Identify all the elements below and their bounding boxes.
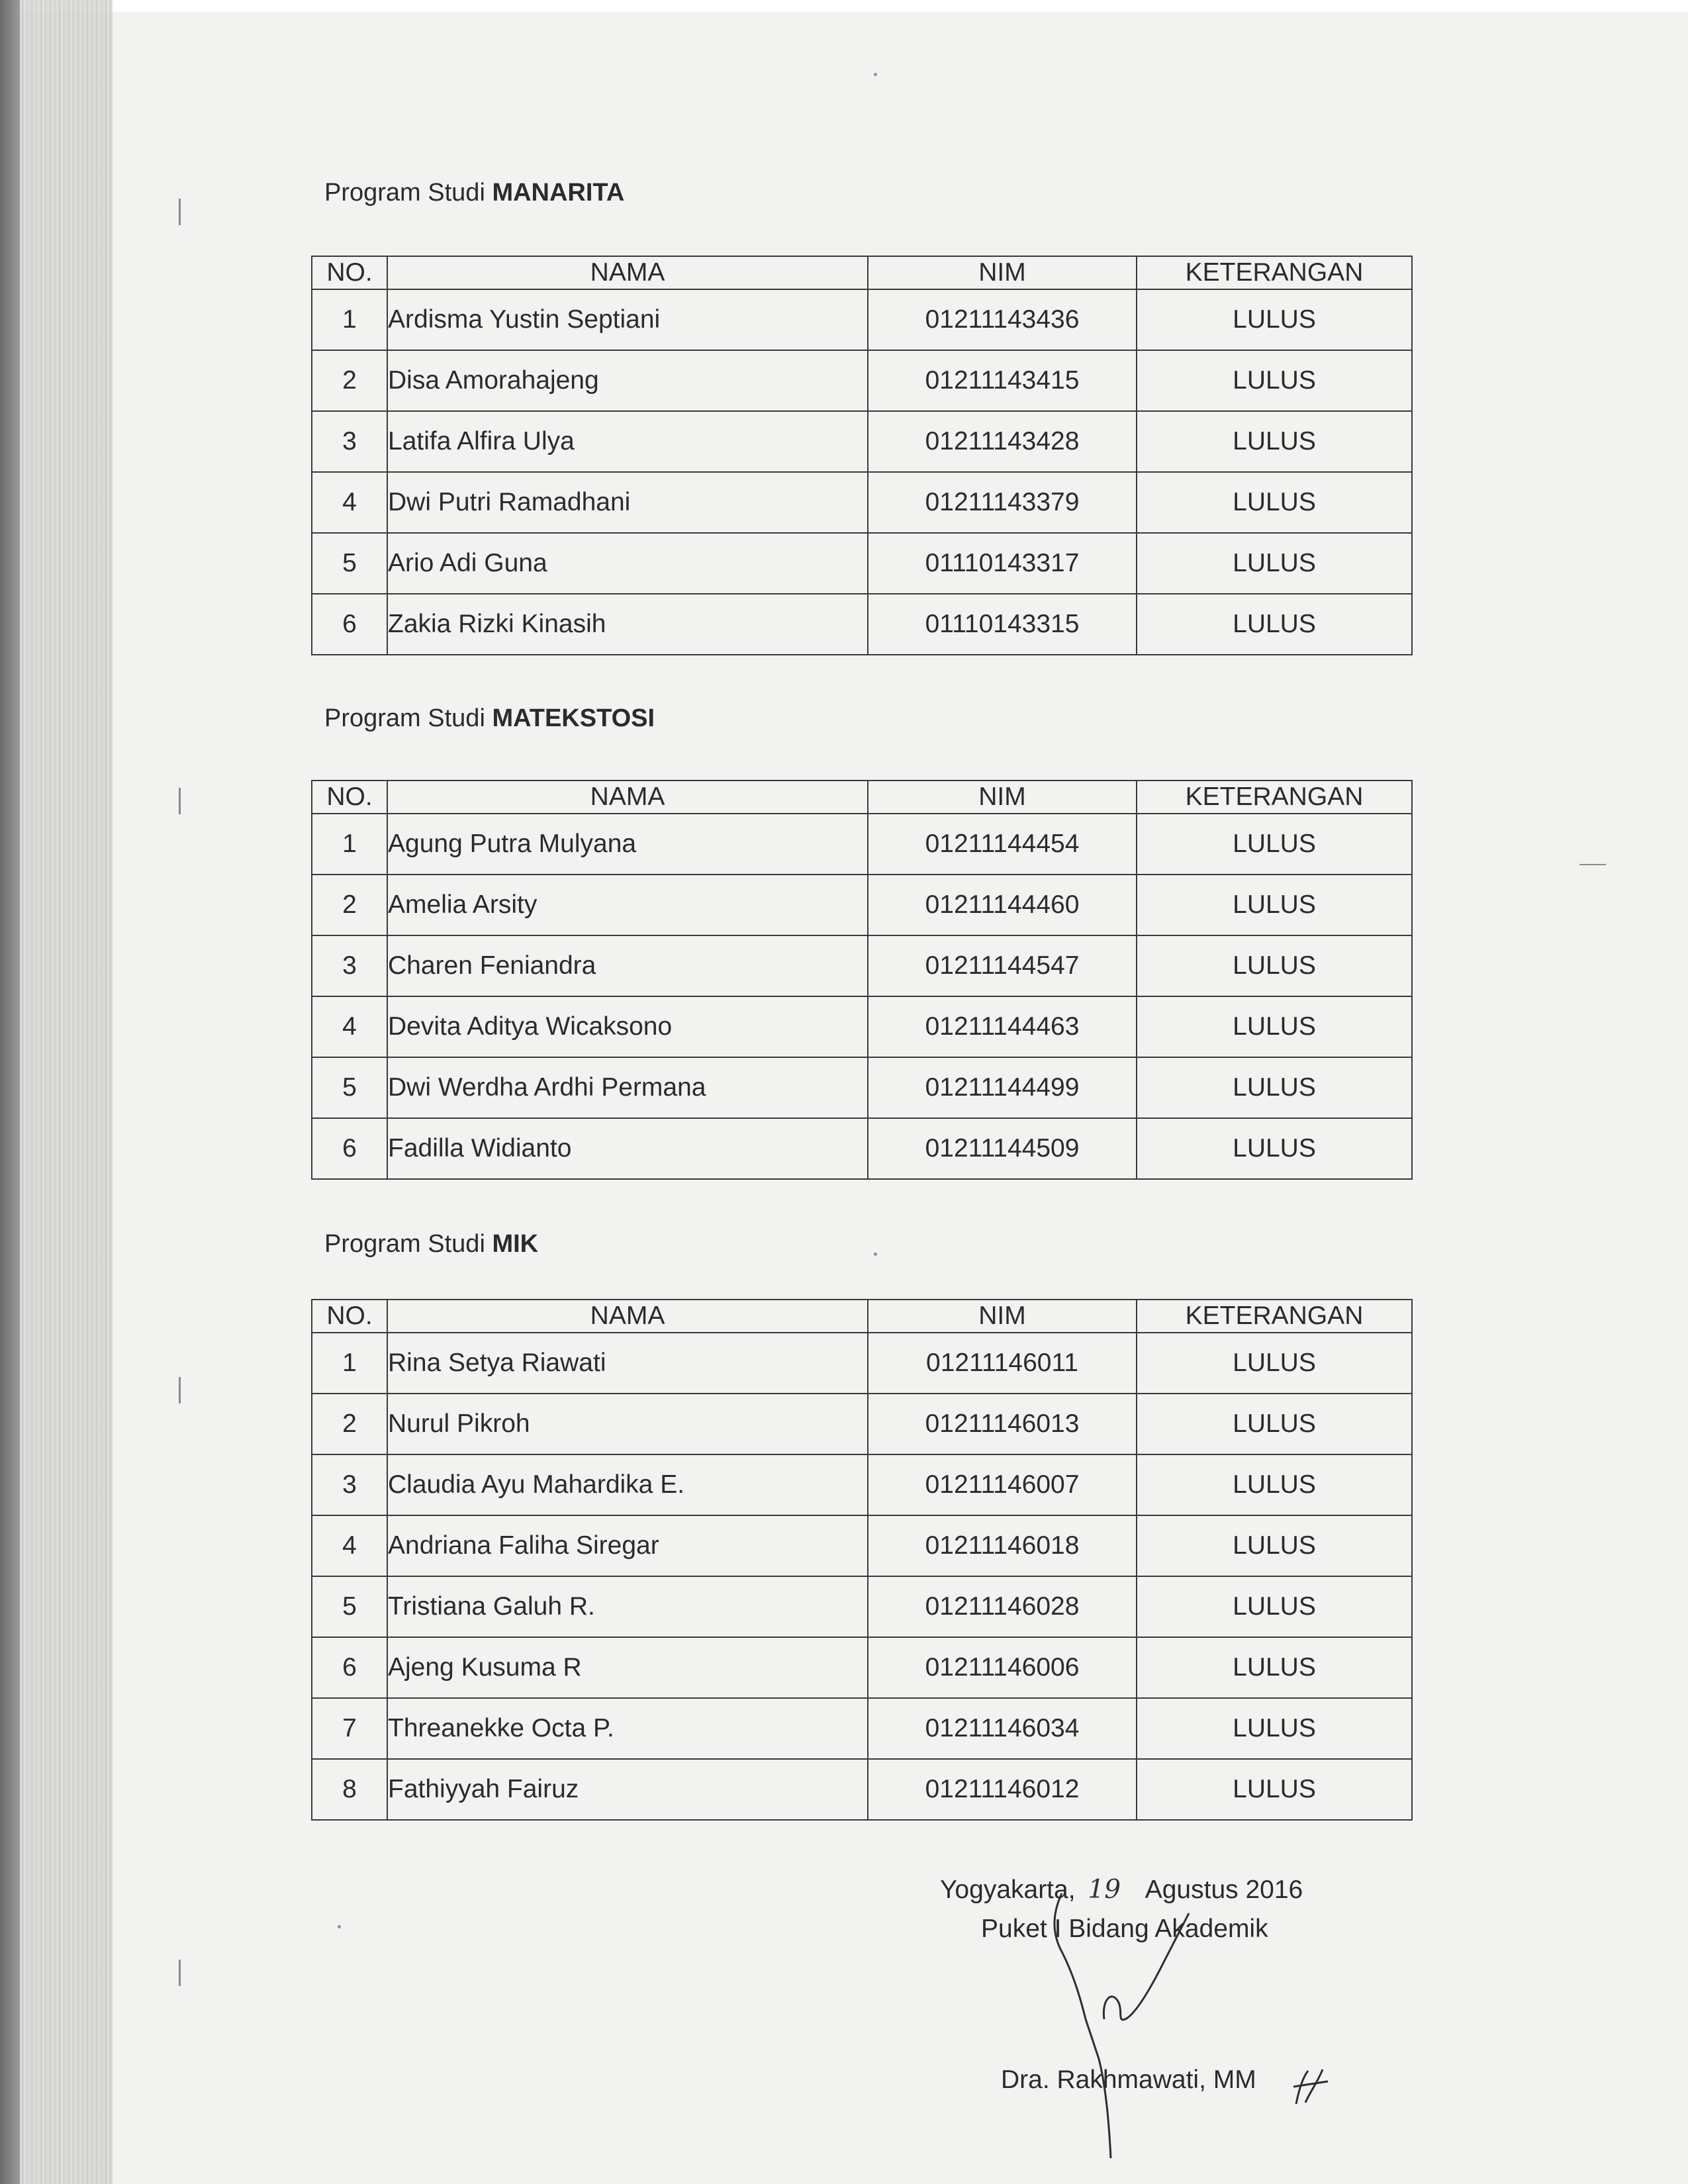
cell-no: 5 [312,1057,387,1118]
cell-nama: Ajeng Kusuma R [387,1637,868,1698]
cell-keterangan: LULUS [1137,472,1412,533]
cell-nama: Disa Amorahajeng [387,350,868,411]
cell-no: 3 [312,1454,387,1515]
table-matekstosi [311,780,1413,1180]
cell-keterangan: LULUS [1137,1394,1412,1454]
table-row [312,1333,1412,1394]
table-row [312,1576,1412,1637]
cell-no: 6 [312,1118,387,1179]
header-no: NO. [312,256,387,289]
header-nama: NAMA [387,256,868,289]
program-label: Program Studi [324,1230,485,1258]
cell-nim: 01211146018 [868,1515,1137,1576]
cell-nim: 01211144463 [868,996,1137,1057]
cell-keterangan: LULUS [1137,875,1412,935]
cell-no: 3 [312,411,387,472]
cell-nama: Agung Putra Mulyana [387,814,868,875]
cell-nama: Charen Feniandra [387,935,868,996]
program-name: MANARITA [492,179,625,207]
cell-nim: 01211144547 [868,935,1137,996]
header-keterangan: KETERANGAN [1137,1300,1412,1333]
table-row [312,533,1412,594]
binding-mark [179,199,181,225]
cell-nim: 01110143315 [868,594,1137,655]
handwritten-signature [1033,1887,1218,2165]
cell-nim: 01211146006 [868,1637,1137,1698]
table-manarita [311,256,1413,655]
cell-no: 7 [312,1698,387,1759]
cell-no: 4 [312,1515,387,1576]
table-row [312,1118,1412,1179]
table-header-row [312,1300,1412,1333]
table-row [312,1759,1412,1820]
table-row [312,1515,1412,1576]
cell-no: 5 [312,533,387,594]
cell-no: 8 [312,1759,387,1820]
program-label: Program Studi [324,704,485,732]
section-title-mik [324,1230,538,1258]
table-row [312,1454,1412,1515]
header-nama: NAMA [387,781,868,814]
handwritten-initial [1291,2064,1331,2111]
program-name: MATEKSTOSI [492,704,655,732]
binding-mark [179,1960,181,1986]
cell-nim: 01211144454 [868,814,1137,875]
section-title-manarita [324,179,624,207]
cell-keterangan: LULUS [1137,1698,1412,1759]
cell-nim: 01211146013 [868,1394,1137,1454]
cell-keterangan: LULUS [1137,1454,1412,1515]
header-nim: NIM [868,1300,1137,1333]
table-row [312,594,1412,655]
cell-nim: 01211146028 [868,1576,1137,1637]
cell-nim: 01211146034 [868,1698,1137,1759]
table-header-row [312,781,1412,814]
scan-speck [338,1925,341,1928]
table-row [312,1394,1412,1454]
cell-keterangan: LULUS [1137,350,1412,411]
cell-keterangan: LULUS [1137,935,1412,996]
header-keterangan: KETERANGAN [1137,781,1412,814]
header-nim: NIM [868,256,1137,289]
table-row [312,1637,1412,1698]
cell-no: 2 [312,350,387,411]
cell-nama: Ario Adi Guna [387,533,868,594]
cell-nim: 01211144460 [868,875,1137,935]
cell-nama: Claudia Ayu Mahardika E. [387,1454,868,1515]
table-row [312,289,1412,350]
table-row [312,1057,1412,1118]
scan-top-margin [0,0,1688,12]
scan-dark-edge [0,0,20,2184]
cell-nama: Latifa Alfira Ulya [387,411,868,472]
cell-nama: Andriana Faliha Siregar [387,1515,868,1576]
cell-nama: Ardisma Yustin Septiani [387,289,868,350]
cell-nama: Devita Aditya Wicaksono [387,996,868,1057]
header-no: NO. [312,781,387,814]
month-year: Agustus 2016 [1145,1875,1303,1904]
cell-no: 5 [312,1576,387,1637]
header-nama: NAMA [387,1300,868,1333]
table-row [312,814,1412,875]
header-keterangan: KETERANGAN [1137,256,1412,289]
cell-nim: 01211146007 [868,1454,1137,1515]
cell-nama: Rina Setya Riawati [387,1333,868,1394]
scan-speck [1579,864,1606,865]
cell-keterangan: LULUS [1137,533,1412,594]
cell-keterangan: LULUS [1137,594,1412,655]
binding-mark [179,788,181,814]
cell-keterangan: LULUS [1137,411,1412,472]
cell-no: 6 [312,1637,387,1698]
table-mik [311,1299,1413,1821]
cell-nim: 01211143428 [868,411,1137,472]
cell-nim: 01211146012 [868,1759,1137,1820]
cell-nama: Tristiana Galuh R. [387,1576,868,1637]
cell-keterangan: LULUS [1137,1637,1412,1698]
table-row [312,350,1412,411]
cell-nim: 01211143436 [868,289,1137,350]
cell-nama: Fadilla Widianto [387,1118,868,1179]
cell-keterangan: LULUS [1137,1118,1412,1179]
cell-keterangan: LULUS [1137,1759,1412,1820]
program-label: Program Studi [324,179,485,207]
cell-nim: 01211144499 [868,1057,1137,1118]
header-nim: NIM [868,781,1137,814]
cell-nama: Amelia Arsity [387,875,868,935]
table-row [312,411,1412,472]
program-name: MIK [492,1230,539,1258]
table-header-row [312,256,1412,289]
cell-no: 1 [312,289,387,350]
table-row [312,935,1412,996]
signatory-position: Puket I Bidang Akademik [981,1915,1268,1943]
cell-nama: Dwi Werdha Ardhi Permana [387,1057,868,1118]
cell-no: 3 [312,935,387,996]
handwritten-day: 19 [1088,1875,1121,1905]
table-row [312,875,1412,935]
cell-nim: 01211143379 [868,472,1137,533]
cell-keterangan: LULUS [1137,1576,1412,1637]
cell-nim: 01110143317 [868,533,1137,594]
binding-mark [179,1377,181,1403]
header-no: NO. [312,1300,387,1333]
table-row [312,996,1412,1057]
cell-keterangan: LULUS [1137,1515,1412,1576]
cell-nim: 01211146011 [868,1333,1137,1394]
cell-no: 2 [312,1394,387,1454]
table-row [312,472,1412,533]
cell-keterangan: LULUS [1137,1057,1412,1118]
cell-nama: Threanekke Octa P. [387,1698,868,1759]
cell-nama: Fathiyyah Fairuz [387,1759,868,1820]
cell-keterangan: LULUS [1137,289,1412,350]
cell-nama: Nurul Pikroh [387,1394,868,1454]
cell-no: 2 [312,875,387,935]
cell-keterangan: LULUS [1137,996,1412,1057]
cell-keterangan: LULUS [1137,1333,1412,1394]
cell-nama: Zakia Rizki Kinasih [387,594,868,655]
cell-nim: 01211143415 [868,350,1137,411]
place: Yogyakarta, [940,1875,1076,1904]
cell-no: 1 [312,1333,387,1394]
cell-nim: 01211144509 [868,1118,1137,1179]
cell-no: 6 [312,594,387,655]
signatory-name: Dra. Rakhmawati, MM [1001,2065,1256,2094]
section-title-matekstosi [324,704,655,733]
cell-no: 4 [312,472,387,533]
table-row [312,1698,1412,1759]
cell-nama: Dwi Putri Ramadhani [387,472,868,533]
cell-no: 1 [312,814,387,875]
cell-keterangan: LULUS [1137,814,1412,875]
binding-edge-stripes [20,0,113,2184]
scan-speck [874,73,877,76]
scan-speck [874,1253,877,1256]
cell-no: 4 [312,996,387,1057]
